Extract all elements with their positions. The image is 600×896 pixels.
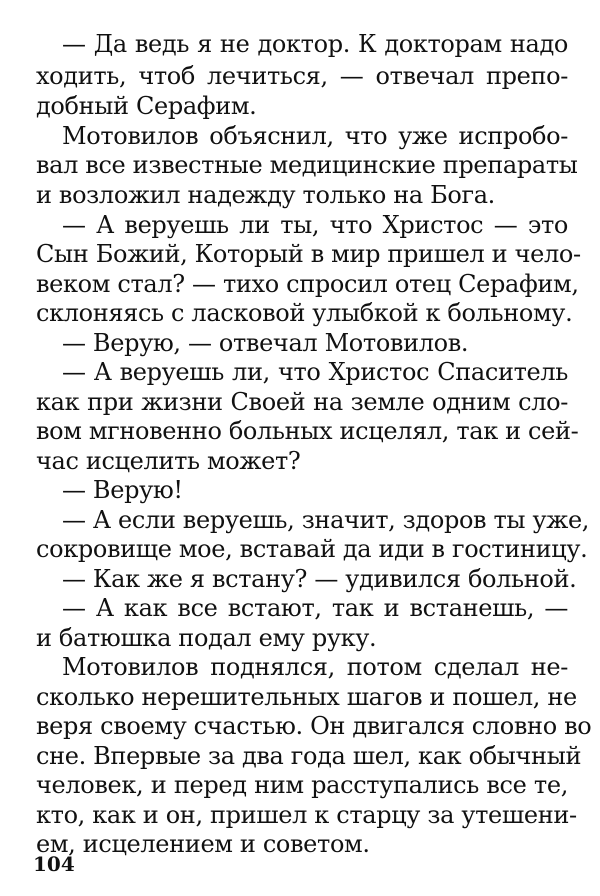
text-line: — А как все встают, так и встанешь, — [62, 594, 568, 622]
text-line: Мотовилов поднялся, потом сделал не- [62, 653, 568, 681]
text-line: — А веруешь ли ты, что Христос — это [62, 211, 568, 239]
text-line: веком стал? — тихо спросил отец Серафим, [36, 270, 579, 298]
text-line: — А веруешь ли, что Христос Спаситель [62, 358, 568, 386]
text-line: ем, исцелением и советом. [36, 830, 370, 858]
text-line: и батюшка подал ему руку. [36, 624, 377, 652]
text-line: вал все известные медицинские препараты [36, 151, 578, 179]
text-line: — Да ведь я не доктор. К докторам надо [62, 30, 568, 58]
text-line: Сын Божий, Который в мир пришел и чело- [36, 240, 581, 268]
text-line: человек, и перед ним расступались все те, [36, 771, 568, 799]
text-line: и возложил надежду только на Бога. [36, 181, 495, 209]
text-line: — Верую, — отвечал Мотовилов. [62, 329, 469, 357]
text-line: — Верую! [62, 476, 183, 504]
text-line: вом мгновенно больных исцелял, так и сей- [36, 417, 579, 445]
text-line: час исцелить может? [36, 447, 301, 475]
text-line: ходить, чтоб лечиться, — отвечал препо- [36, 62, 568, 90]
text-line: добный Серафим. [36, 92, 257, 120]
text-line: сне. Впервые за два года шел, как обычный [36, 742, 582, 770]
text-line: Мотовилов объяснил, что уже испробо- [62, 122, 568, 150]
page-number: 104 [33, 852, 75, 876]
text-line: сколько нерешительных шагов и пошел, не [36, 683, 577, 711]
text-line: — А если веруешь, значит, здоров ты уже, [62, 506, 590, 534]
text-line: веря своему счастью. Он двигался словно во [36, 712, 592, 740]
text-line: кто, как и он, пришел к старцу за утешени- [36, 801, 577, 829]
text-line: сокровище мое, вставай да иди в гостиницу. [36, 535, 588, 563]
text-line: как при жизни Своей на земле одним сло- [36, 388, 568, 416]
text-line: — Как же я встану? — удивился больной. [62, 565, 577, 593]
text-line: склоняясь с ласковой улыбкой к больному. [36, 299, 573, 327]
